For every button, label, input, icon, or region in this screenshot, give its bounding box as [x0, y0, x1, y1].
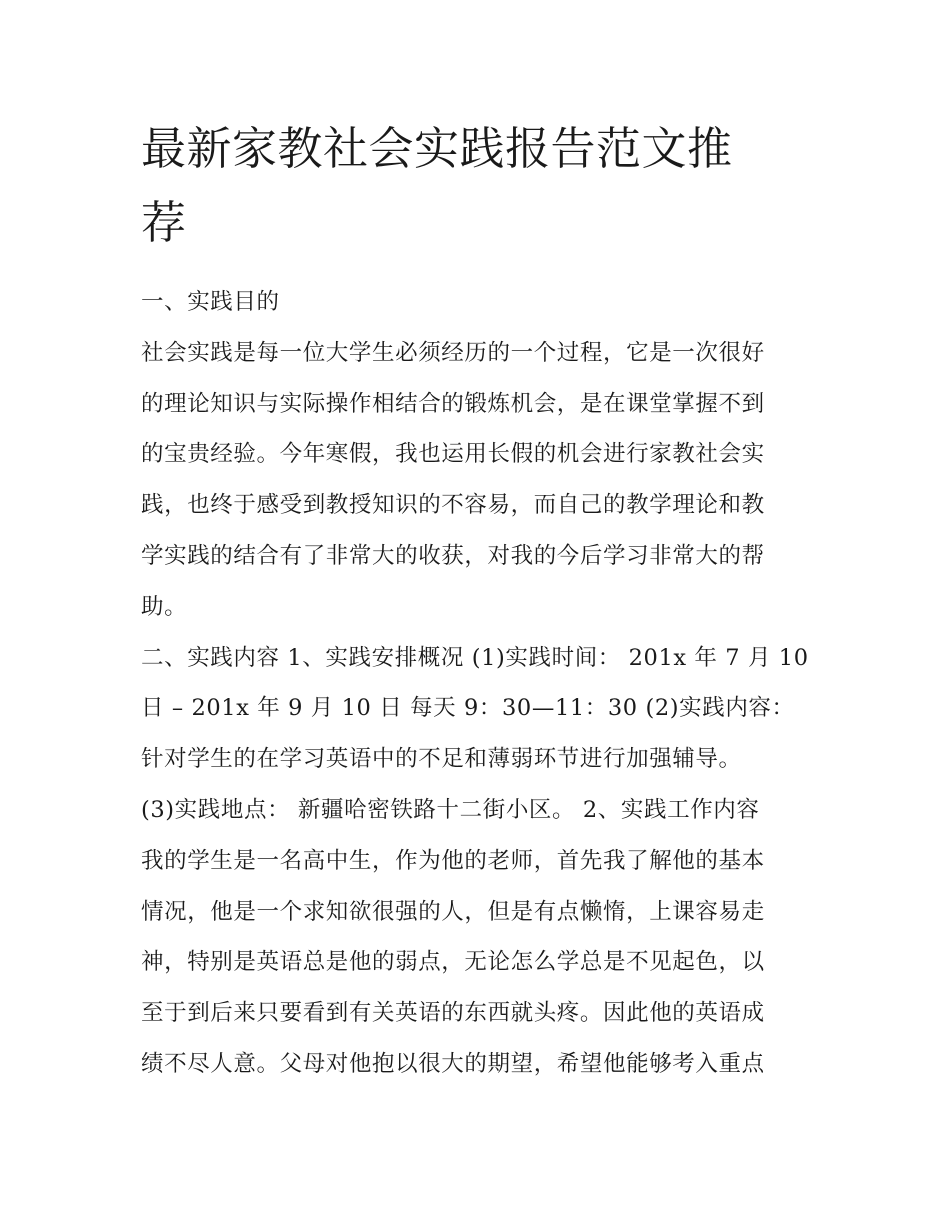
document-title — [141, 112, 831, 260]
body-line: 社会实践是每一位大学生必须经历的一个过程，它是一次很好 — [141, 339, 765, 366]
body-line: 情况，他是一个求知欲很强的人，但是有点懒惰，上课容易走 — [141, 898, 765, 925]
body-line: 的宝贵经验。今年寒假，我也运用长假的机会进行家教社会实 — [141, 441, 765, 468]
body-line: 至于到后来只要看到有关英语的东西就头疼。因此他的英语成 — [141, 1000, 765, 1027]
body-line: 绩不尽人意。父母对他抱以很大的期望，希望他能够考入重点 — [141, 1050, 765, 1077]
title-line: 荐 — [141, 196, 187, 249]
title-line: 最新家教社会实践报告范文推 — [141, 122, 733, 175]
body-line: 我的学生是一名高中生，作为他的老师，首先我了解他的基本 — [141, 847, 765, 874]
section-heading-purpose: 一、实践目的 — [141, 289, 280, 315]
body-line: 针对学生的在学习英语中的不足和薄弱环节进行加强辅导。 — [141, 746, 742, 773]
body-line: 学实践的结合有了非常大的收获，对我的今后学习非常大的帮 — [141, 542, 765, 569]
body-line: 助。 — [141, 593, 188, 620]
body-line: 神，特别是英语总是他的弱点，无论怎么学总是不见起色，以 — [141, 949, 765, 976]
document-body — [141, 277, 831, 1090]
section-heading-content: 二、实践内容 1、实践安排概况 (1)实践时间： 201x 年 7 月 10 — [141, 644, 809, 671]
body-line: 日 – 201x 年 9 月 10 日 每天 9：30—11：30 (2)实践内容： — [141, 695, 795, 722]
document-content — [141, 112, 831, 1090]
body-line: 践，也终于感受到教授知识的不容易，而自己的教学理论和教 — [141, 492, 765, 519]
body-line: (3)实践地点： 新疆哈密铁路十二街小区。 2、实践工作内容 — [141, 796, 760, 823]
body-line: 的理论知识与实际操作相结合的锻炼机会，是在课堂掌握不到 — [141, 390, 765, 417]
